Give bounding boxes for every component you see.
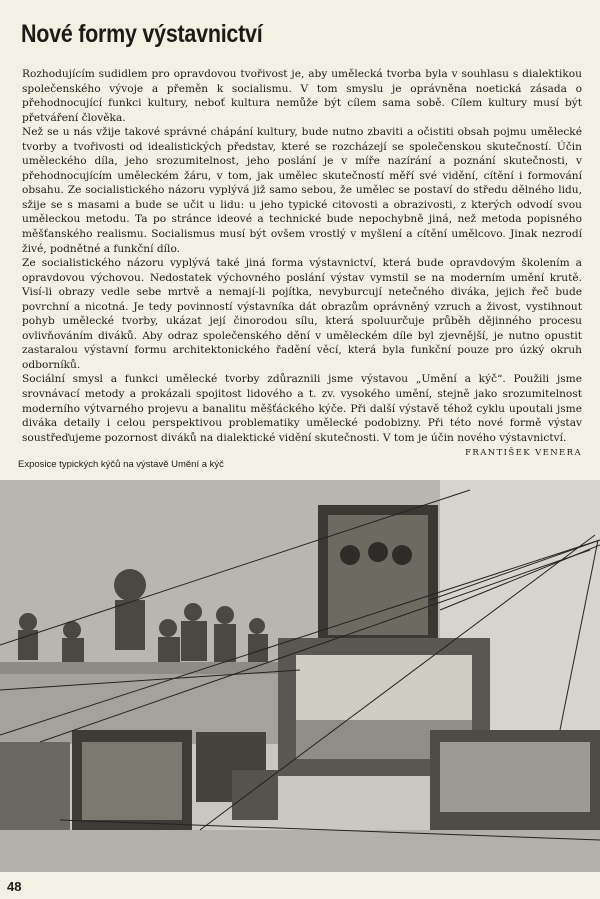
article-title: Nové formy výstavnictví bbox=[21, 20, 263, 48]
paragraph bbox=[22, 372, 582, 459]
paragraph: Ze socialistického názoru vyplývá také jiná forma výstavnictví, která bude opravdovým školením a opravdovou výchovou. Nedostatek výchovného poslání výstav vymstil se na moderním umění krutě. Visí-li obrazy vedle sebe mrtvě a nemají-li pojítka, nevyburcují netečného diváka, jejich řeč bude povrchní a nicotná. Je tedy povinností výstavníka dát obrazům oprávněný vzruch a živost, vystihnout pohyb umělecké tvorby, ukázat její činorodou sílu, která spoluurčuje průběh dějinného procesu ovlivňováním diváků. Aby odraz společenského dění v uměleckém díle byl zjevnější, je nutno opustit zastaralou výstavní formu architektonického řadění věcí, která byla funkční pouze pro úzký okruh odborníků. bbox=[22, 257, 582, 371]
photo-caption: Exposice typických kýčů na výstavě Umění a kýč bbox=[18, 459, 224, 470]
author-signature: FRANTIŠEK VENERA bbox=[465, 448, 582, 459]
paragraph: Rozhodujícím sudidlem pro opravdovou tvořivost je, aby umělecká tvorba byla v souhlasu s dialektikou společenského vývoje a přeměn k socialismu. V tom smyslu je oprávněna noetická zásada o přehodnocující funkci kultury, neboť kultura nemůže být cílem sama sobě. Cílem kultury musí být přetváření člověka. bbox=[22, 68, 582, 124]
page-number: 48 bbox=[7, 879, 22, 894]
exhibition-photo bbox=[0, 480, 600, 872]
paragraph-text: Sociální smysl a funkci umělecké tvorby zdůraznili jsme výstavou „Umění a kýč“. Použili jsme srovnávací metody a prokázali spojitost lidového a t. zv. vysokého umění, stejně jako srozumitelnost moderního výtvarného projevu a banalitu měšťáckého kýče. Při další výstavě téhož cyklu upoutali jsme diváka detaily i celou perspektivou problematiky umělecké podobizny. Při této nové formě výstav soustřeďujeme pozornost diváků na dialektické vidění skutečnosti. V tom je účin nového výstavnictví. bbox=[22, 373, 582, 444]
article-body bbox=[22, 67, 582, 461]
paragraph: Než se u nás vžije takové správné chápání kultury, bude nutno zbaviti a očistiti obsah pojmu umělecké tvorby a tvořivosti od idealistických představ, které se rozcházejí se společenskou skutečností. Účin uměleckého díla, jeho srozumitelnost, jeho poslání je v míře nazírání a poznání skutečnosti, v přehodnocujícím uměleckém žáru, v tom, jak umělec skutečností měří své vidění, cítění i formování obsahu. Ze socialistického názoru vyplývá již samo sebou, že umělec se postaví do středu dělného lidu, sžije se s masami a bude se učit u lidu: u jeho typické citovosti a obrazivosti, z kterých odvodí svou uměleckou metodu. Ta po stránce ideové a technické bude nepochybně jiná, než metoda popisného měšťanského realismu. Socialismus musí být ovšem vrostlý v myšlení a cítění umělcovo. Jinak nezrodí živé, podnětné a funkční dílo. bbox=[22, 126, 582, 255]
